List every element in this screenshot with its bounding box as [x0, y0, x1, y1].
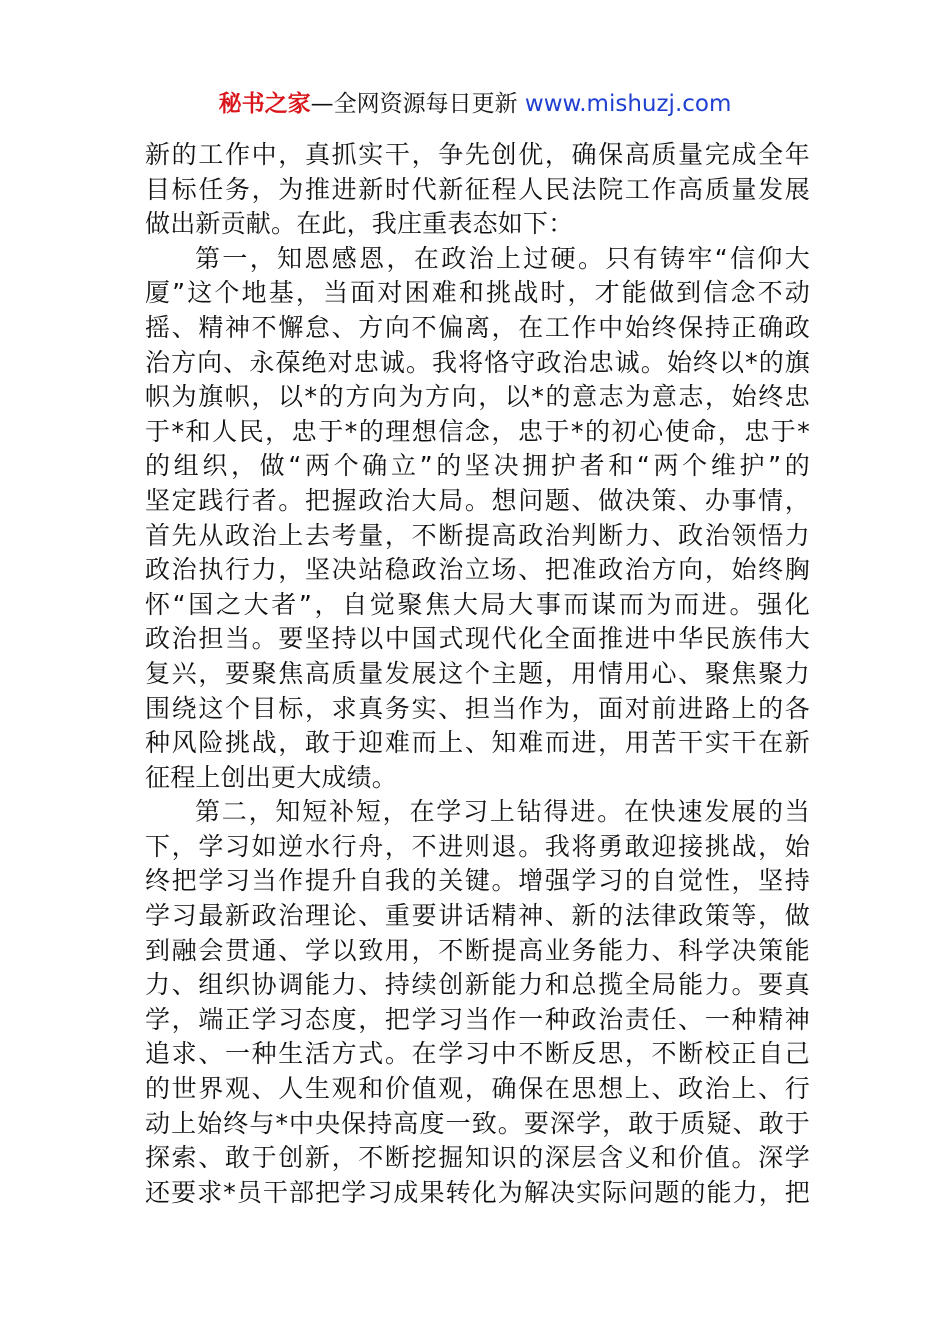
text-line: 下，学习如逆水行舟，不进则退。我将勇敢迎接挑战，始: [145, 831, 810, 861]
text-line: 种风险挑战，敢于迎难而上、知难而进，用苦干实干在新: [145, 728, 810, 758]
text-line: 第一，知恩感恩，在政治上过硬。只有铸牢“信仰大: [195, 243, 810, 273]
text-line: 首先从政治上去考量，不断提高政治判断力、政治领悟力: [145, 520, 810, 550]
text-line: 学，端正学习态度，把学习当作一种政治责任、一种精神: [145, 1004, 810, 1034]
text-line: 政治担当。要坚持以中国式现代化全面推进中华民族伟大: [145, 624, 810, 654]
text-line: 帜为旗帜，以*的方向为方向，以*的意志为意志，始终忠: [145, 382, 810, 412]
text-line: 的世界观、人生观和价值观，确保在思想上、政治上、行: [145, 1074, 810, 1104]
text-line: 厦”这个地基，当面对困难和挑战时，才能做到信念不动: [145, 278, 810, 308]
text-line: 于*和人民，忠于*的理想信念，忠于*的初心使命，忠于*: [145, 416, 810, 446]
text-line: 做出新贡献。在此，我庄重表态如下：: [145, 209, 574, 239]
text-line: 动上始终与*中央保持高度一致。要深学，敢于质疑、敢于: [145, 1108, 810, 1138]
text-line: 第二，知短补短，在学习上钻得进。在快速发展的当: [195, 797, 810, 827]
text-line: 到融会贯通、学以致用，不断提高业务能力、科学决策能: [145, 935, 810, 965]
text-line: 坚定践行者。把握政治大局。想问题、做决策、办事情，: [145, 485, 810, 515]
page-header: [0, 88, 950, 120]
text-line: 围绕这个目标，求真务实、担当作为，面对前进路上的各: [145, 693, 810, 723]
text-line: 政治执行力，坚决站稳政治立场、把准政治方向，始终胸: [145, 555, 810, 585]
text-line: 终把学习当作提升自我的关键。增强学习的自觉性，坚持: [145, 866, 810, 896]
text-line: 治方向、永葆绝对忠诚。我将恪守政治忠诚。始终以*的旗: [145, 347, 810, 377]
text-line: 力、组织协调能力、持续创新能力和总揽全局能力。要真: [145, 970, 810, 1000]
text-line: 摇、精神不懈怠、方向不偏离，在工作中始终保持正确政: [145, 312, 810, 342]
text-line: 还要求*员干部把学习成果转化为解决实际问题的能力，把: [145, 1177, 810, 1207]
text-line: 探索、敢于创新，不断挖掘知识的深层含义和价值。深学: [145, 1143, 810, 1173]
text-line: 追求、一种生活方式。在学习中不断反思，不断校正自己: [145, 1039, 810, 1069]
text-line: 怀“国之大者”，自觉聚焦大局大事而谋而为而进。强化: [145, 589, 810, 619]
text-line: 征程上创出更大成绩。: [145, 762, 398, 792]
website-url[interactable]: www.mishuzj.com: [524, 91, 732, 117]
document-body: [145, 138, 810, 1210]
text-line: 新的工作中，真抓实干，争先创优，确保高质量完成全年: [145, 140, 810, 169]
brand-name: 秘书之家: [218, 91, 311, 117]
text-line: 的组织，做“两个确立”的坚决拥护者和“两个维护”的: [145, 451, 810, 481]
text-line: 学习最新政治理论、重要讲话精神、新的法律政策等，做: [145, 901, 810, 931]
header-slogan: —全网资源每日更新: [310, 91, 525, 117]
text-line: 目标任务，为推进新时代新征程人民法院工作高质量发展: [145, 174, 810, 204]
text-line: 复兴，要聚焦高质量发展这个主题，用情用心、聚焦聚力: [145, 658, 810, 688]
